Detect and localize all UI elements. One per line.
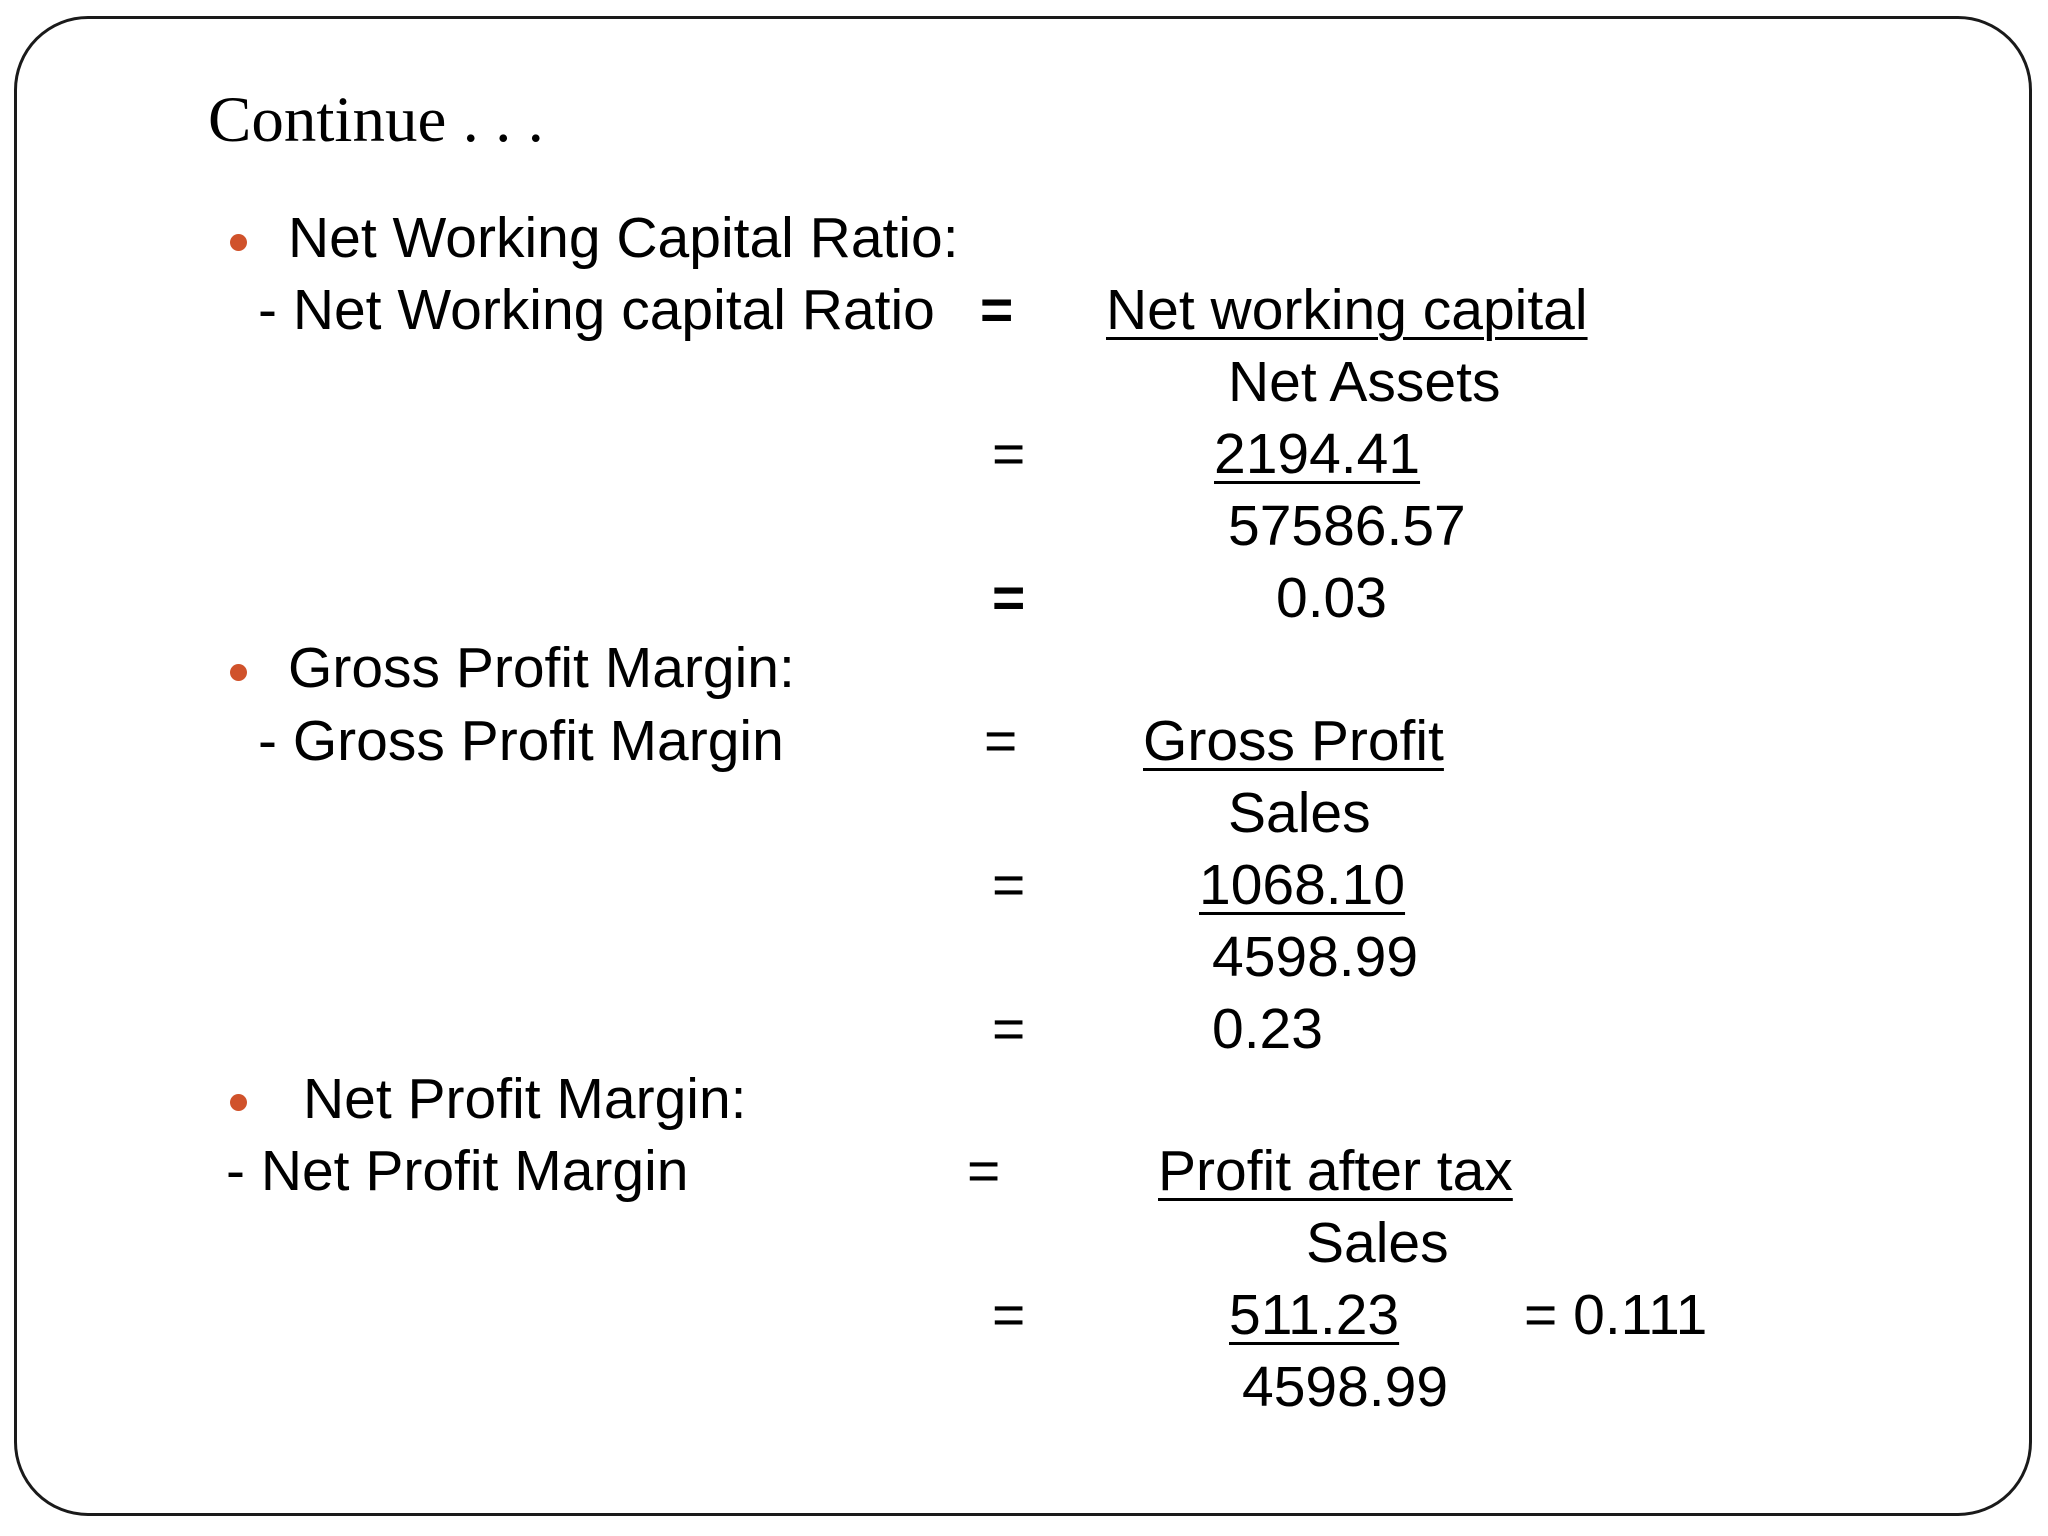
- section-heading-gross-profit-margin: Gross Profit Margin:: [288, 636, 795, 700]
- denominator-value: 4598.99: [1242, 1355, 1449, 1419]
- equals-sign: =: [992, 566, 1026, 630]
- denominator-value: 57586.57: [1228, 494, 1466, 558]
- bullet-icon: [230, 234, 247, 251]
- denominator-sales: Sales: [1306, 1211, 1449, 1275]
- formula-label-net-profit-margin: - Net Profit Margin: [226, 1139, 689, 1203]
- denominator-value: 4598.99: [1212, 925, 1419, 989]
- numerator-value: 2194.41: [1214, 422, 1421, 486]
- numerator-profit-after-tax: Profit after tax: [1158, 1139, 1513, 1203]
- result-value: 0.03: [1276, 566, 1387, 630]
- section-heading-net-working-capital: Net Working Capital Ratio:: [288, 206, 959, 270]
- denominator-net-assets: Net Assets: [1228, 350, 1501, 414]
- equals-sign: =: [980, 278, 1014, 342]
- bullet-icon: [230, 664, 247, 681]
- equals-sign: =: [992, 853, 1026, 917]
- formula-label-net-working-capital: - Net Working capital Ratio: [258, 278, 935, 342]
- equals-sign: =: [992, 997, 1026, 1061]
- slide-title: Continue . . .: [208, 84, 544, 156]
- denominator-sales: Sales: [1228, 781, 1371, 845]
- numerator-value: 1068.10: [1199, 853, 1406, 917]
- bullet-icon: [230, 1094, 247, 1111]
- numerator-gross-profit: Gross Profit: [1143, 709, 1444, 773]
- numerator-value: 511.23: [1229, 1283, 1400, 1347]
- numerator-net-working-capital: Net working capital: [1106, 278, 1588, 342]
- equals-sign: =: [992, 1283, 1026, 1347]
- section-heading-net-profit-margin: Net Profit Margin:: [303, 1067, 747, 1131]
- equals-sign: =: [992, 422, 1026, 486]
- result-value: 0.23: [1212, 997, 1323, 1061]
- result-value: = 0.111: [1524, 1283, 1708, 1347]
- equals-sign: =: [967, 1139, 1001, 1203]
- equals-sign: =: [984, 709, 1018, 773]
- formula-label-gross-profit-margin: - Gross Profit Margin: [258, 709, 784, 773]
